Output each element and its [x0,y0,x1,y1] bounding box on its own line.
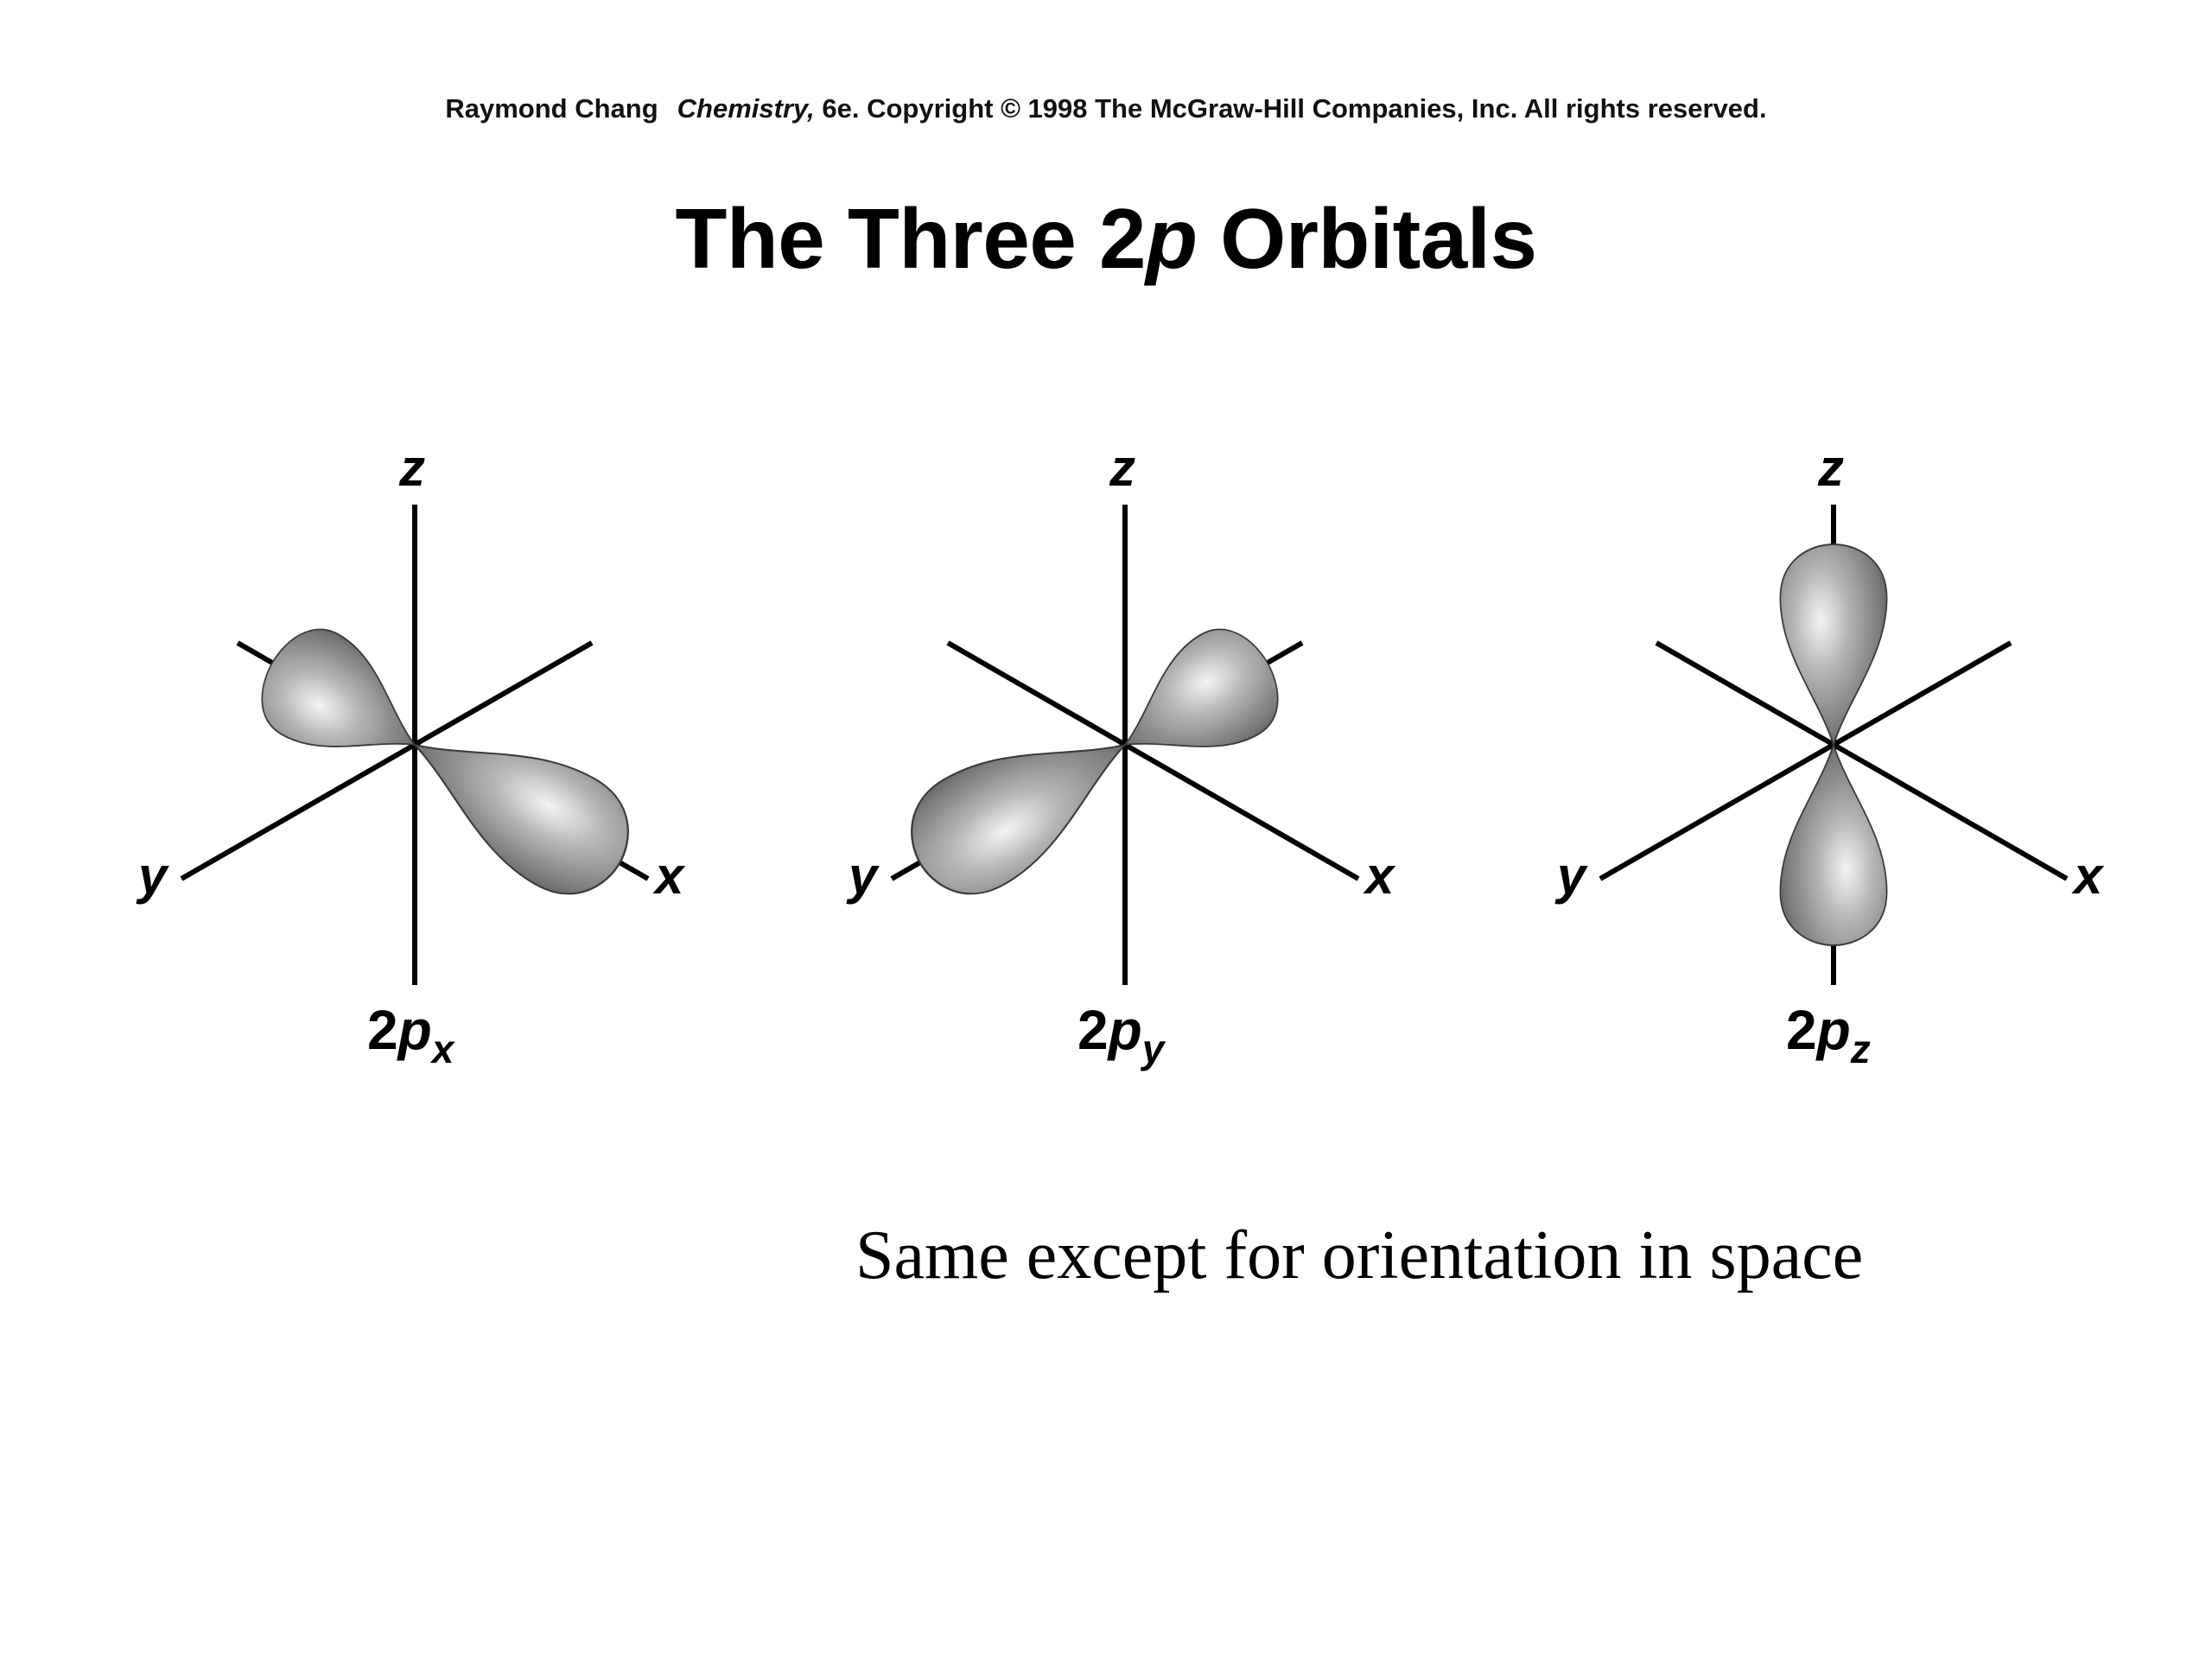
axis-label-y: y [138,847,168,905]
panel-2pz [1554,439,2105,1071]
panel-2px [136,439,686,1071]
p-orbital-lobe-icon [1780,745,1886,945]
axis-label-x: x [655,847,684,905]
credit-book-title: Chemistry, [677,93,815,124]
axis-label-x: x [1365,847,1395,905]
axis-label-y: y [1557,847,1586,905]
p-orbital-lobe-icon [385,692,650,915]
axis-label-z: z [1818,439,1844,497]
axis-label-z: z [399,439,425,497]
orbital-label-2px: $2p_x$ [367,999,454,1071]
axis-label-z: z [1109,439,1135,497]
title-before: The Three 2 [675,191,1147,286]
orbital-label-2py: $2p_y$ [1077,999,1165,1071]
orbital-label-2pz: $2p_z$ [1786,999,1871,1071]
p-orbital-lobe-icon [890,692,1155,915]
p-orbital-lobe-icon [1780,544,1886,745]
credit-author: Raymond Chang [445,93,658,124]
title-italic-p: p [1146,191,1198,286]
caption-text: Same except for orientation in space [855,1217,1864,1294]
panel-2py [846,439,1396,1071]
credit-rest: 6e. Copyright © 1998 The McGraw-Hill Companies, Inc. All rights reserved. [822,93,1767,124]
axis-label-x: x [2074,847,2103,905]
title-after: Orbitals [1197,191,1537,286]
axis-label-y: y [849,847,878,905]
